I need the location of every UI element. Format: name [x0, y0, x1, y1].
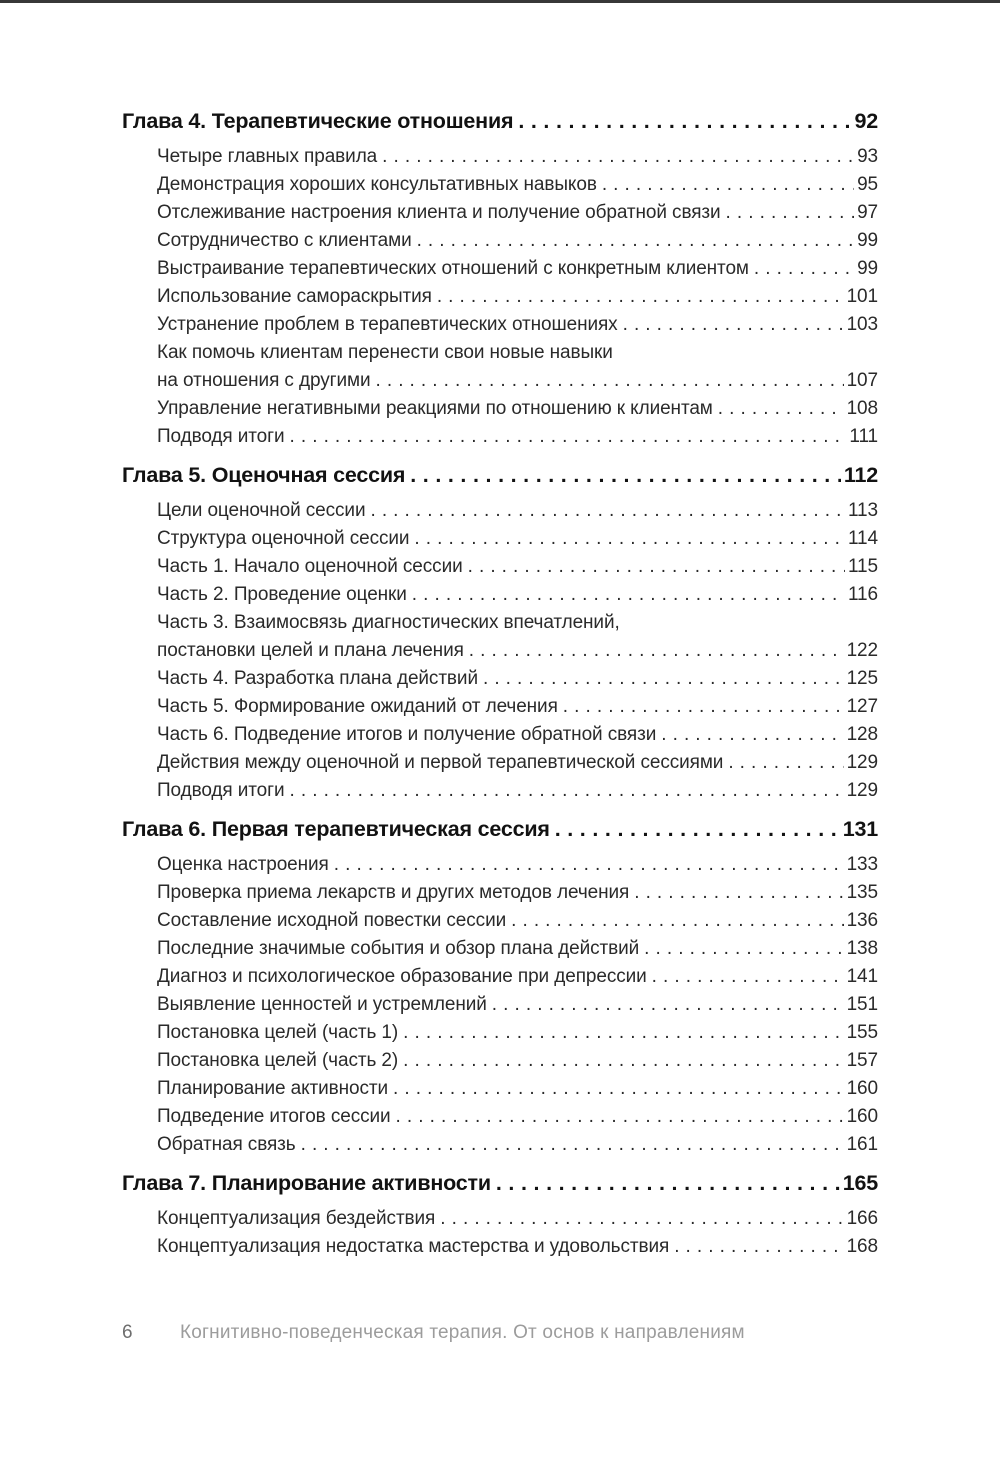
toc-entry [122, 1131, 878, 1159]
entry-page-number: 95 [857, 174, 878, 195]
entry-page-number: 157 [846, 1050, 878, 1071]
toc-entry [122, 171, 878, 199]
toc-entry-label: Подводя итоги [157, 426, 285, 447]
toc-entry-label: постановки целей и плана лечения [157, 640, 464, 661]
dot-leader [644, 935, 843, 963]
entry-page-number: 93 [857, 146, 878, 167]
dot-leader [375, 367, 843, 395]
toc-entry [122, 339, 878, 367]
dot-leader [661, 721, 843, 749]
toc-chapter-heading-label: Глава 4. Терапевтические отношения [122, 109, 514, 133]
toc-entry [122, 1233, 878, 1261]
dot-leader [634, 879, 843, 907]
toc-entry [122, 907, 878, 935]
toc-chapter-heading [122, 1169, 878, 1198]
entry-page-number: 125 [846, 668, 878, 689]
dot-leader [623, 311, 844, 339]
entry-page-number: 133 [846, 854, 878, 875]
toc-entry-label: Четыре главных правила [157, 146, 378, 167]
entry-page-number: 141 [846, 966, 878, 987]
toc-entry [122, 581, 878, 609]
toc-entry-label: Управление негативными реакциями по отношению к клиентам [157, 398, 713, 419]
entry-page-number: 101 [846, 286, 878, 307]
entry-page-number: 138 [846, 938, 878, 959]
entry-page-number: 129 [846, 780, 878, 801]
dot-leader [511, 907, 843, 935]
entry-page-number: 151 [846, 994, 878, 1015]
toc-entry [122, 423, 878, 451]
toc-entry-label: Выстраивание терапевтических отношений с конкретным клиентом [157, 258, 749, 279]
toc-chapter-heading [122, 815, 878, 844]
page-footer [122, 1319, 878, 1347]
dot-leader [468, 553, 845, 581]
toc-entry [122, 227, 878, 255]
toc-entry-label: Постановка целей (часть 1) [157, 1022, 399, 1043]
toc-entry-label: Как помочь клиентам перенести свои новые навыки [157, 342, 613, 363]
dot-leader [393, 1075, 844, 1103]
toc-entry [122, 851, 878, 879]
toc-entry [122, 199, 878, 227]
toc-page [0, 3, 1000, 1347]
toc-entry-label: Проверка приема лекарств и других методов лечения [157, 882, 630, 903]
entry-page-number: 97 [857, 202, 878, 223]
toc-entry-label: Часть 4. Разработка плана действий [157, 668, 478, 689]
toc-entry-label: Часть 5. Формирование ожиданий от лечения [157, 696, 558, 717]
dot-leader [555, 815, 840, 844]
chapter-page-number: 131 [842, 817, 878, 841]
dot-leader [492, 991, 844, 1019]
toc-entry-label: Концептуализация недостатка мастерства и удовольствия [157, 1236, 670, 1257]
entry-page-number: 127 [846, 696, 878, 717]
toc-entry [122, 1205, 878, 1233]
toc-entry [122, 553, 878, 581]
entry-page-number: 99 [857, 230, 878, 251]
dot-leader [403, 1047, 843, 1075]
toc-chapter-heading [122, 461, 878, 490]
dot-leader [440, 1205, 843, 1233]
footer-page-number: 6 [122, 1322, 133, 1343]
entry-page-number: 166 [846, 1208, 878, 1229]
toc-entry [122, 255, 878, 283]
toc-entry [122, 1019, 878, 1047]
entry-page-number: 107 [846, 370, 878, 391]
dot-leader [412, 581, 845, 609]
toc-entry [122, 963, 878, 991]
entry-page-number: 135 [846, 882, 878, 903]
toc-entry [122, 367, 878, 395]
dot-leader [414, 525, 845, 553]
toc-entry-label: Диагноз и психологическое образование при депрессии [157, 966, 647, 987]
dot-leader [437, 283, 844, 311]
chapter-page-number: 92 [854, 109, 878, 133]
entry-page-number: 122 [846, 640, 878, 661]
dot-leader [382, 143, 854, 171]
dot-leader [417, 227, 854, 255]
dot-leader [518, 107, 851, 136]
dot-leader [726, 199, 855, 227]
entry-page-number: 103 [846, 314, 878, 335]
chapter-page-number: 112 [843, 463, 878, 487]
entry-page-number: 114 [848, 528, 878, 549]
toc-entry [122, 1047, 878, 1075]
entry-page-number: 160 [846, 1106, 878, 1127]
toc-entry-label: Использование самораскрытия [157, 286, 432, 307]
toc-entry [122, 283, 878, 311]
toc-entry [122, 1075, 878, 1103]
toc-entry-label: Структура оценочной сессии [157, 528, 410, 549]
toc-entry-label: Часть 6. Подведение итогов и получение обратной связи [157, 724, 657, 745]
toc-entry-label: Цели оценочной сессии [157, 500, 366, 521]
toc-entry [122, 665, 878, 693]
dot-leader [483, 665, 844, 693]
entry-page-number: 160 [846, 1078, 878, 1099]
toc-entry [122, 525, 878, 553]
toc-entry [122, 721, 878, 749]
toc-entry-label: Обратная связь [157, 1134, 296, 1155]
toc-entry-label: Сотрудничество с клиентами [157, 230, 412, 251]
toc-entry-label: Устранение проблем в терапевтических отношениях [157, 314, 618, 335]
toc-entry-label: Концептуализация бездействия [157, 1208, 436, 1229]
dot-leader [652, 963, 844, 991]
dot-leader [469, 637, 844, 665]
toc-entry-label: Часть 3. Взаимосвязь диагностических впечатлений, [157, 612, 620, 633]
entry-page-number: 168 [846, 1236, 878, 1257]
dot-leader [728, 749, 843, 777]
dot-leader [301, 1131, 844, 1159]
toc-entry [122, 609, 878, 637]
entry-page-number: 108 [846, 398, 878, 419]
dot-leader [290, 423, 847, 451]
dot-leader [674, 1233, 843, 1261]
toc-entry [122, 777, 878, 805]
toc-entry [122, 879, 878, 907]
toc-entry-label: на отношения с другими [157, 370, 371, 391]
toc-entry [122, 143, 878, 171]
entry-page-number: 128 [846, 724, 878, 745]
chapter-page-number: 165 [842, 1171, 878, 1195]
toc-entry [122, 497, 878, 525]
toc-entry-label: Составление исходной повестки сессии [157, 910, 507, 931]
dot-leader [334, 851, 844, 879]
entry-page-number: 99 [857, 258, 878, 279]
dot-leader [403, 1019, 843, 1047]
toc-entry-label: Действия между оценочной и первой терапевтической сессиями [157, 752, 724, 773]
toc-entry-label: Постановка целей (часть 2) [157, 1050, 399, 1071]
toc-entry [122, 693, 878, 721]
entry-page-number: 155 [846, 1022, 878, 1043]
toc-entry-label: Часть 1. Начало оценочной сессии [157, 556, 463, 577]
entry-page-number: 116 [848, 584, 878, 605]
toc-entry-label: Последние значимые события и обзор плана действий [157, 938, 640, 959]
toc-chapter-heading-label: Глава 5. Оценочная сессия [122, 463, 406, 487]
toc-entry-label: Подводя итоги [157, 780, 285, 801]
entry-page-number: 161 [846, 1134, 878, 1155]
toc-entry [122, 749, 878, 777]
dot-leader [718, 395, 844, 423]
toc-entry [122, 991, 878, 1019]
dot-leader [370, 497, 845, 525]
toc-entry [122, 935, 878, 963]
toc-entry-label: Отслеживание настроения клиента и получение обратной связи [157, 202, 721, 223]
toc-entry-label: Планирование активности [157, 1078, 389, 1099]
dot-leader [563, 693, 844, 721]
footer-running-title: Когнитивно-поведенческая терапия. От основ к направлениям [180, 1322, 745, 1343]
toc-chapter-heading-label: Глава 7. Планирование активности [122, 1171, 491, 1195]
dot-leader [396, 1103, 844, 1131]
toc-entry-label: Выявление ценностей и устремлений [157, 994, 487, 1015]
entry-page-number: 111 [849, 426, 878, 447]
entry-page-number: 115 [848, 556, 878, 577]
entry-page-number: 129 [846, 752, 878, 773]
entry-page-number: 113 [848, 500, 878, 521]
toc-chapter-heading [122, 107, 878, 136]
toc-entry-label: Подведение итогов сессии [157, 1106, 391, 1127]
toc-entry [122, 395, 878, 423]
toc-entry [122, 1103, 878, 1131]
dot-leader [410, 461, 841, 490]
toc-entry-label: Оценка настроения [157, 854, 329, 875]
toc-chapter-heading-label: Глава 6. Первая терапевтическая сессия [122, 817, 550, 841]
table-of-contents [122, 107, 878, 1261]
entry-page-number: 136 [846, 910, 878, 931]
toc-entry-label: Демонстрация хороших консультативных навыков [157, 174, 597, 195]
toc-entry-label: Часть 2. Проведение оценки [157, 584, 407, 605]
dot-leader [602, 171, 854, 199]
dot-leader [290, 777, 844, 805]
toc-entry [122, 637, 878, 665]
dot-leader [496, 1169, 840, 1198]
toc-entry [122, 311, 878, 339]
dot-leader [754, 255, 854, 283]
